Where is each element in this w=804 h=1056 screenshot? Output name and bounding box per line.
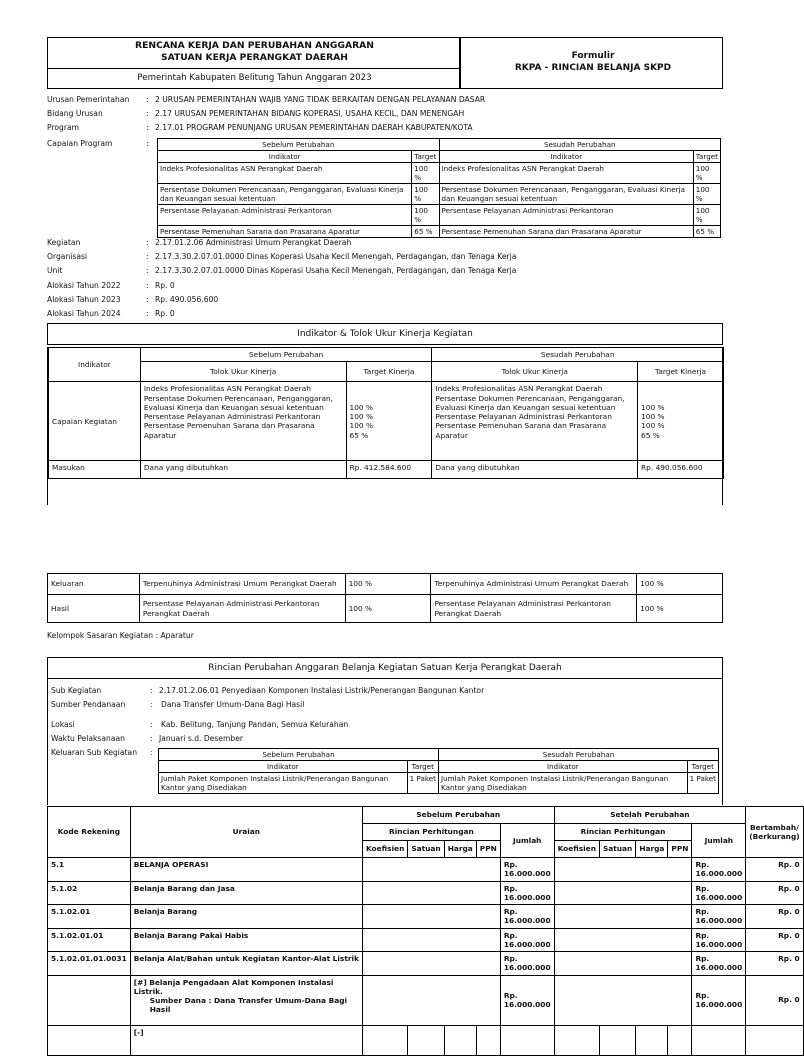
col-sebelum: Sebelum Perubahan <box>140 348 432 362</box>
info-row-bidang: Bidang Urusan : 2.17 URUSAN PEMERINTAHAN BIDANG KOPERASI, USAHA KECIL, DAN MENENGAH <box>47 109 465 118</box>
hasil-label: Hasil <box>48 595 140 623</box>
indikator-table <box>48 347 724 479</box>
detail-line2: Sumber Dana : Dana Transfer Umum-Dana Bagi Hasil <box>149 996 348 1015</box>
masukan-label: Masukan <box>49 461 141 479</box>
col-indikator: Indikator <box>158 151 412 163</box>
info-value: 2.17 URUSAN PEMERINTAHAN BIDANG KOPERASI, USAHA KECIL, DAN MENENGAH <box>155 109 465 118</box>
info-value: 2.17.01 PROGRAM PENUNJANG URUSAN PEMERINTAHAN DAERAH KABUPATEN/KOTA <box>155 123 473 132</box>
info-row-lokasi: Lokasi : Kab. Belitung, Tanjung Pandan, Semua Kelurahan <box>51 720 349 729</box>
table-row: Persentase Pelayanan Administrasi Perkantoran 100 % Persentase Pelayanan Administrasi Perkantoran 100 % <box>158 205 721 226</box>
header-left-block <box>48 38 461 88</box>
col-tolok: Tolok Ukur Kinerja <box>140 362 346 382</box>
info-row-keluaran-sub: Keluaran Sub Kegiatan : <box>51 748 153 757</box>
header-subtitle: Pemerintah Kabupaten Belitung Tahun Anggaran 2023 <box>137 73 372 83</box>
table-row: 5.1 BELANJA OPERASI Rp. 16.000.000 Rp. 16.000.000 Rp. 0 <box>48 858 804 882</box>
col-rincian: Rincian Perhitungan <box>554 824 692 841</box>
document-header <box>47 37 723 89</box>
header-title-line2: SATUAN KERJA PERANGKAT DAERAH <box>161 52 348 63</box>
capaian-kegiatan-label: Capaian Kegiatan <box>49 382 141 461</box>
info-label: Urusan Pemerintahan <box>47 95 130 104</box>
table-row: Indeks Profesionalitas ASN Perangkat Daerah 100 % Indeks Profesionalitas ASN Perangkat Daerah 100 % <box>158 163 721 184</box>
last-marker: [-] <box>130 1025 362 1055</box>
col-kode-rekening: Kode Rekening <box>48 807 131 858</box>
info-row-sub-kegiatan: Sub Kegiatan : 2.17.01.2.06.01 Penyediaan Komponen Instalasi Listrik/Penerangan Bangunan Kantor <box>51 686 485 695</box>
col-jumlah: Jumlah <box>692 824 746 858</box>
info-row-alokasi-2022: Alokasi Tahun 2022 : Rp. 0 <box>47 281 175 290</box>
rincian-title: Rincian Perubahan Anggaran Belanja Kegiatan Satuan Kerja Perangkat Daerah <box>47 657 723 679</box>
info-row-waktu: Waktu Pelaksanaan : Januari s.d. Desember <box>51 734 243 743</box>
detail-line1: [#] Belanja Pengadaan Alat Komponen Instalasi Listrik. <box>133 977 334 996</box>
table-row <box>48 1025 804 1055</box>
capaian-program-table <box>157 138 721 238</box>
col-jumlah: Jumlah <box>500 824 554 858</box>
table-row: Jumlah Paket Komponen Instalasi Listrik/Penerangan Bangunan Kantor yang Disediakan 1 Paket Jumlah Paket Komponen Instalasi Listrik/Penerangan Bangunan Kantor yang Disediakan 1 Paket <box>159 773 719 794</box>
info-label: Program <box>47 123 80 132</box>
info-row-organisasi: Organisasi : 2.17.3.30.2.07.01.0000 Dinas Koperasi Usaha Kecil Menengah, Perdagangan, dan Tenaga Kerja <box>47 252 517 261</box>
col-bertambah: Bertambah/ (Berkurang) <box>746 807 803 858</box>
col-sesudah: Sesudah Perubahan <box>439 139 721 151</box>
col-sebelum: Sebelum Perubahan <box>158 139 440 151</box>
info-row-program: Program : 2.17.01 PROGRAM PENUNJANG URUSAN PEMERINTAHAN DAERAH KABUPATEN/KOTA <box>47 123 473 132</box>
info-row-kegiatan: Kegiatan : 2.17.01.2.06 Administrasi Umum Perangkat Daerah <box>47 238 352 247</box>
info-row-urusan: Urusan Pemerintahan : 2 URUSAN PEMERINTAHAN WAJIB YANG TIDAK BERKAITAN DENGAN PELAYANAN DASAR <box>47 95 486 104</box>
capaian-program-label: Capaian Program <box>47 139 113 148</box>
col-indikator: Indikator <box>49 348 141 382</box>
table-row: Persentase Dokumen Perencanaan, Penganggaran, Evaluasi Kinerja dan Keuangan sesuai ketentuan 100 % Persentase Dokumen Perencanaan, Penganggaran, Evaluasi Kinerja dan Keuangan sesuai ketentuan 100 % <box>158 184 721 205</box>
table-row: Hasil Persentase Pelayanan Administrasi Perkantoran Perangkat Daerah 100 % Persentase Pelayanan Administrasi Perkantoran Perangkat Daerah 100 % <box>48 595 723 623</box>
table-row: 5.1.02.01.01.0031 Belanja Alat/Bahan untuk Kegiatan Kantor-Alat Listrik Rp. 16.000.000 Rp. 16.000.000 Rp. 0 <box>48 952 804 976</box>
col-sebelum: Sebelum Perubahan <box>362 807 554 824</box>
table-row: Masukan Dana yang dibutuhkan Rp. 412.584.600 Dana yang dibutuhkan Rp. 490.056.600 <box>49 461 724 479</box>
kelompok-sasaran: Kelompok Sasaran Kegiatan : Aparatur <box>47 631 194 640</box>
col-rincian: Rincian Perhitungan <box>362 824 500 841</box>
col-target-kinerja: Target Kinerja <box>346 362 432 382</box>
indikator-table-continued <box>47 573 723 623</box>
table-row: [#] Belanja Pengadaan Alat Komponen Instalasi Listrik. Sumber Dana : Dana Transfer Umum-Dana Bagi Hasil Rp. 16.000.000 Rp. 16.000.000 Rp. 0 <box>48 975 804 1025</box>
info-row-unit: Unit : 2.17.3.30.2.07.01.0000 Dinas Koperasi Usaha Kecil Menengah, Perdagangan, dan Tenaga Kerja <box>47 266 517 275</box>
table-row: Persentase Pemenuhan Sarana dan Prasarana Aparatur 65 % Persentase Pemenuhan Sarana dan Prasarana Aparatur 65 % <box>158 226 721 238</box>
col-indikator: Indikator <box>439 151 693 163</box>
indikator-section-title: Indikator & Tolok Ukur Kinerja Kegiatan <box>47 323 723 345</box>
info-row-alokasi-2023: Alokasi Tahun 2023 : Rp. 490.056.600 <box>47 295 219 304</box>
table-row: Keluaran Terpenuhinya Administrasi Umum Perangkat Daerah 100 % Terpenuhinya Administrasi Umum Perangkat Daerah 100 % <box>48 574 723 595</box>
keluaran-label: Keluaran <box>48 574 140 595</box>
col-setelah: Setelah Perubahan <box>554 807 746 824</box>
belanja-table: Kode Rekening Uraian Sebelum Perubahan Setelah Perubahan Bertambah/ (Berkurang) Rincian Perhitungan Jumlah Rincian Perhitungan Jumlah Koefisien Satuan Harga PPN Koefisien Satuan Harga PPN 5.1 BELANJA OPERASI Rp. 16.000.000 Rp. 16.000.000 Rp. 0 5.1.02 Belanja Barang dan Jasa Rp. 16.000.000 Rp. 16.000.000 Rp. 0 5.1.02.01 Belanja Barang Rp. 16.000.000 Rp. 16.000.000 Rp. 0 5.1.02.01.01 Belanja Barang Pakai Habis Rp. 16.000.000 Rp. 16.000.000 Rp. 0 5.1.02.01.01.0031 Belanja Alat/Bahan untuk Kegiatan Kantor-Alat Listrik Rp. 16.000.000 Rp. 16.000.000 Rp. 0 [#] Belanja Pengadaan Alat Komponen Instalasi Listrik. Sumber Dana : Dana Transfer Umum-Dana Bagi Hasil Rp. 16.000.000 Rp. 16.000.000 Rp. 0 [-] <box>47 806 804 1056</box>
col-target-kinerja: Target Kinerja <box>638 362 724 382</box>
table-row: 5.1.02 Belanja Barang dan Jasa Rp. 16.000.000 Rp. 16.000.000 Rp. 0 <box>48 881 804 905</box>
col-target: Target <box>693 151 720 163</box>
form-label: Formulir <box>571 51 615 61</box>
indikator-section <box>47 323 723 473</box>
table-row: Capaian Kegiatan Indeks Profesionalitas ASN Perangkat Daerah Persentase Dokumen Perencanaan, Penganggaran, Evaluasi Kinerja dan Keuangan sesuai ketentuan Persentase Pelayanan Administrasi Perkantoran Persentase Pemenuhan Sarana dan Prasarana Aparatur 100 % 100 % 100 % 65 % Indeks Profesionalitas ASN Perangkat Daerah Persentase Dokumen Perencanaan, Penganggaran, Evaluasi Kinerja dan Keuangan sesuai ketentuan Persentase Pelayanan Administrasi Perkantoran Persentase Pemenuhan Sarana dan Prasarana Aparatur 100 % 100 % 100 % 65 % <box>49 382 724 461</box>
col-sesudah: Sesudah Perubahan <box>432 348 724 362</box>
header-title-line1: RENCANA KERJA DAN PERUBAHAN ANGGARAN <box>135 40 374 51</box>
indikator-section-body <box>47 347 723 505</box>
capaian-program-label-row: Capaian Program : <box>47 139 149 148</box>
info-row-alokasi-2024: Alokasi Tahun 2024 : Rp. 0 <box>47 309 175 318</box>
table-row: 5.1.02.01.01 Belanja Barang Pakai Habis Rp. 16.000.000 Rp. 16.000.000 Rp. 0 <box>48 928 804 952</box>
keluaran-sub-kegiatan-table: Sebelum Perubahan Sesudah Perubahan Indikator Target Indikator Target Jumlah Paket Komponen Instalasi Listrik/Penerangan Bangunan Kantor yang Disediakan 1 Paket Jumlah Paket Komponen Instalasi Listrik/Penerangan Bangunan Kantor yang Disediakan 1 Paket <box>158 748 719 794</box>
table-row: 5.1.02.01 Belanja Barang Rp. 16.000.000 Rp. 16.000.000 Rp. 0 <box>48 905 804 929</box>
col-uraian: Uraian <box>130 807 362 858</box>
header-divider <box>48 68 461 69</box>
col-tolok: Tolok Ukur Kinerja <box>432 362 638 382</box>
info-row-sumber-pendanaan: Sumber Pendanaan : Dana Transfer Umum-Dana Bagi Hasil <box>51 700 305 709</box>
info-label: Bidang Urusan <box>47 109 103 118</box>
col-target: Target <box>412 151 439 163</box>
form-name: RKPA - RINCIAN BELANJA SKPD <box>514 63 672 73</box>
info-value: 2 URUSAN PEMERINTAHAN WAJIB YANG TIDAK BERKAITAN DENGAN PELAYANAN DASAR <box>155 95 486 104</box>
